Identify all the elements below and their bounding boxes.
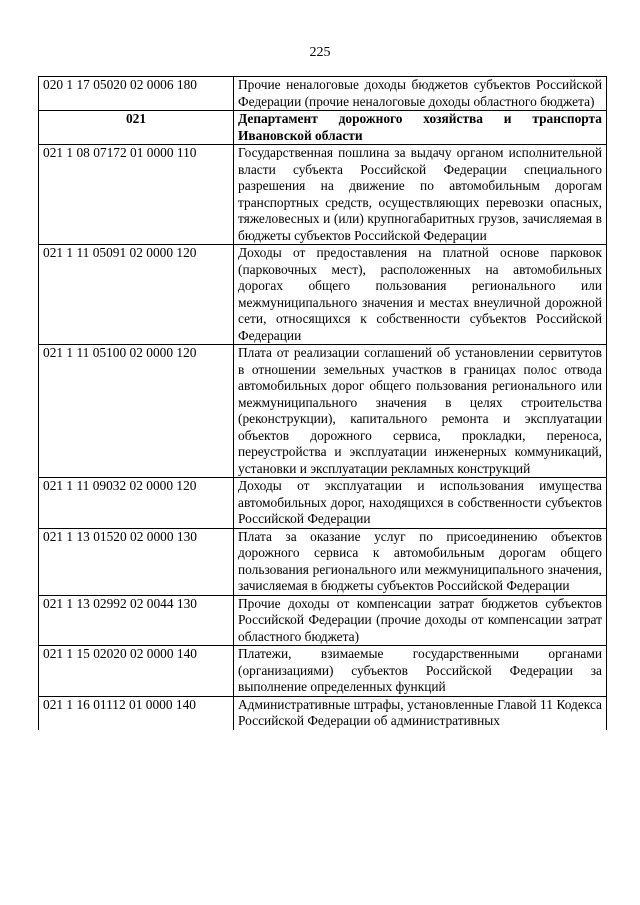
table-row	[39, 245, 607, 345]
budget-code-cell: 021 1 11 05100 02 0000 120	[39, 345, 234, 478]
budget-code-cell: 021 1 16 01112 01 0000 140	[39, 696, 234, 730]
table-row	[39, 528, 607, 595]
table-row	[39, 145, 607, 245]
table-row	[39, 595, 607, 646]
section-title-cell: Департамент дорожного хозяйства и транспорта Ивановской области	[234, 111, 607, 145]
description-cell: Плата от реализации соглашений об установлении сервитутов в отношении земельных участков в границах полос отвода автомобильных дорог общего пользования регионального или межмуниципального значения в целях строительства (реконструкции), капитального ремонта и эксплуатации объектов дорожного сервиса, прокладки, переноса, переустройства и эксплуатации инженерных коммуникаций, установки и эксплуатации рекламных конструкций	[234, 345, 607, 478]
budget-codes-table	[38, 76, 607, 730]
budget-code-cell: 021 1 15 02020 02 0000 140	[39, 646, 234, 697]
description-cell: Государственная пошлина за выдачу органом исполнительной власти субъекта Российской Федерации специального разрешения на движение по автомобильным дорогам транспортных средств, осуществляющих перевозки опасных, тяжеловесных и (или) крупногабаритных грузов, зачисляемая в бюджеты субъектов Российской Федерации	[234, 145, 607, 245]
page-number: 225	[309, 45, 331, 60]
description-cell: Платежи, взимаемые государственными органами (организациями) субъектов Российской Федерации за выполнение определенных функций	[234, 646, 607, 697]
table-row	[39, 646, 607, 697]
budget-code-cell: 020 1 17 05020 02 0006 180	[39, 77, 234, 111]
description-cell: Плата за оказание услуг по присоединению объектов дорожного сервиса к автомобильным дорогам общего пользования регионального или межмуниципального значения, зачисляемая в бюджеты субъектов Российской Федерации	[234, 528, 607, 595]
budget-code-cell: 021 1 13 02992 02 0044 130	[39, 595, 234, 646]
description-cell: Прочие доходы от компенсации затрат бюджетов субъектов Российской Федерации (прочие доходы от компенсации затрат областного бюджета)	[234, 595, 607, 646]
section-header-row	[39, 111, 607, 145]
description-cell: Доходы от предоставления на платной основе парковок (парковочных мест), расположенных на автомобильных дорогах общего пользования регионального или межмуниципального значения и местах внеуличной дорожной сети, относящихся к собственности субъектов Российской Федерации	[234, 245, 607, 345]
table-row	[39, 478, 607, 529]
table-row	[39, 696, 607, 730]
budget-code-cell: 021 1 11 09032 02 0000 120	[39, 478, 234, 529]
budget-code-cell: 021 1 13 01520 02 0000 130	[39, 528, 234, 595]
section-code-cell: 021	[39, 111, 234, 145]
description-cell: Прочие неналоговые доходы бюджетов субъектов Российской Федерации (прочие неналоговые доходы областного бюджета)	[234, 77, 607, 111]
budget-code-cell: 021 1 08 07172 01 0000 110	[39, 145, 234, 245]
table-row	[39, 345, 607, 478]
budget-code-cell: 021 1 11 05091 02 0000 120	[39, 245, 234, 345]
table-row	[39, 77, 607, 111]
description-cell: Доходы от эксплуатации и использования имущества автомобильных дорог, находящихся в собственности субъектов Российской Федерации	[234, 478, 607, 529]
description-cell: Административные штрафы, установленные Главой 11 Кодекса Российской Федерации об административных	[234, 696, 607, 730]
